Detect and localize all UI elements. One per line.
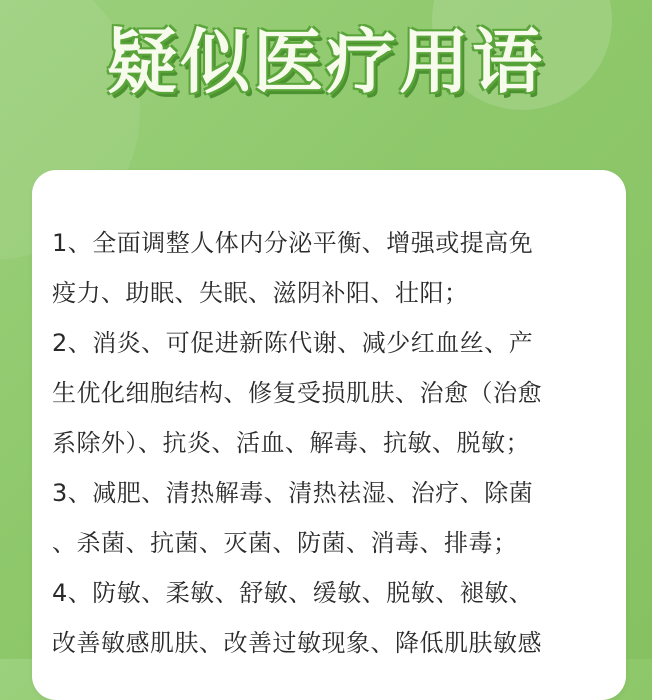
text-line: 改善敏感肌肤、改善过敏现象、降低肌肤敏感 <box>52 629 542 657</box>
text-line: 、杀菌、抗菌、灭菌、防菌、消毒、排毒； <box>52 529 518 557</box>
content-text-block <box>52 218 612 668</box>
text-line: 疫力、助眠、失眠、滋阴补阳、壮阳； <box>52 279 469 307</box>
text-line: 4、防敏、柔敏、舒敏、缓敏、脱敏、褪敏、 <box>52 579 534 607</box>
text-line: 系除外）、抗炎、活血、解毒、抗敏、脱敏； <box>52 429 530 457</box>
text-line: 生优化细胞结构、修复受损肌肤、治愈（治愈 <box>52 379 542 407</box>
text-line: 2、消炎、可促进新陈代谢、减少红血丝、产 <box>52 329 534 357</box>
page-title: 疑似医疗用语 <box>107 21 545 103</box>
text-line: 1、全面调整人体内分泌平衡、增强或提高免 <box>52 229 534 257</box>
text-line: 3、减肥、清热解毒、清热祛湿、治疗、除菌 <box>52 479 534 507</box>
header <box>0 12 652 122</box>
